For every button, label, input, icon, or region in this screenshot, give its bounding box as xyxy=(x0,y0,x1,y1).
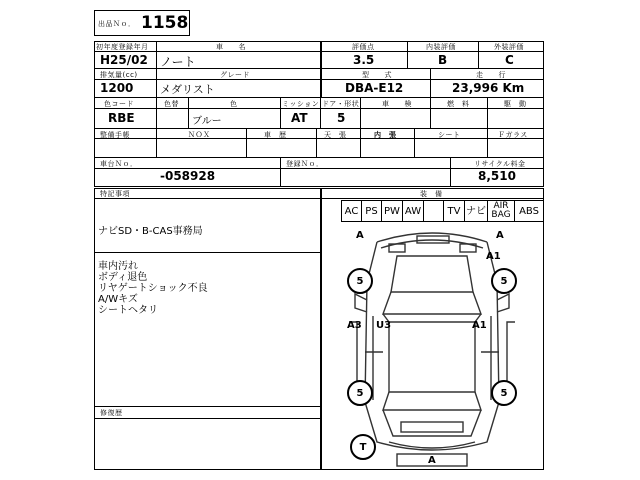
color-code-label: 色コード xyxy=(104,100,134,108)
damage-front-left: A xyxy=(356,230,364,241)
reg-date-value: H25/02 xyxy=(100,53,148,67)
interior-label: 内装評価 xyxy=(426,43,456,51)
notes-title: 特記事項 xyxy=(100,190,130,198)
cc-label: 排気量(cc) xyxy=(100,71,138,79)
car-name-value: ノート xyxy=(160,55,196,69)
grade-label: グレード xyxy=(220,71,250,79)
color-label: 色 xyxy=(230,100,238,108)
exterior-value: C xyxy=(505,53,514,67)
model-value: DBA-E12 xyxy=(345,81,404,95)
nox-label: ＮＯＸ xyxy=(188,131,211,139)
damage-rear: A xyxy=(428,455,436,466)
chassis-label: 車台Ｎｏ． xyxy=(100,160,138,168)
model-label: 型 式 xyxy=(362,71,392,79)
chassis-value: -058928 xyxy=(160,169,216,183)
equip-aw: AW xyxy=(402,200,424,222)
equip-blank xyxy=(423,200,444,222)
lot-number-box xyxy=(94,10,190,36)
damage-side-left: A3 xyxy=(347,320,362,331)
spare-tire: T xyxy=(350,434,376,460)
damage-front-right: A xyxy=(496,230,504,241)
car-diagram xyxy=(321,222,544,470)
wheel-rear-left: 5 xyxy=(347,380,373,406)
damage-side-right: A1 xyxy=(472,320,487,331)
reg-date-label: 初年度登録年月 xyxy=(96,43,149,51)
hue-change-label: 色替 xyxy=(164,100,179,108)
recycle-value: 8,510 xyxy=(478,169,516,183)
equip-navi: ナビ xyxy=(464,200,488,222)
drive-label: 駆 動 xyxy=(504,100,527,108)
wheel-rear-right: 5 xyxy=(491,380,517,406)
recycle-label: リサイクル料金 xyxy=(474,160,526,168)
car-outline xyxy=(349,233,515,466)
history-label: 車 歴 xyxy=(264,131,287,139)
damage-roof: U3 xyxy=(376,320,392,331)
note-item: リヤゲートショック不良 xyxy=(98,283,208,294)
door-label: ドア・形状 xyxy=(322,100,360,108)
door-value: 5 xyxy=(337,111,346,125)
note-item: 車内汚れ xyxy=(98,261,138,272)
wheel-front-right: 5 xyxy=(491,268,517,294)
car-name-label: 車 名 xyxy=(216,43,246,51)
equipment-title: 装 備 xyxy=(420,190,443,198)
mission-label: ミッション xyxy=(282,100,320,108)
exterior-label: 外装評価 xyxy=(494,43,524,51)
roof-lining-label: 天 張 xyxy=(324,131,347,139)
color-value: ブルー xyxy=(192,116,222,127)
damage-fender-right: A1 xyxy=(486,251,501,262)
equip-pw: PW xyxy=(381,200,403,222)
notes-line-1: ナビSD・B-CAS事務局 xyxy=(98,226,203,237)
lot-number-value: 1158 xyxy=(141,13,189,33)
note-item: ボディ退色 xyxy=(98,272,148,283)
note-item: シートヘタリ xyxy=(98,305,158,316)
wheel-front-left: 5 xyxy=(347,268,373,294)
mission-value: AT xyxy=(291,111,308,125)
inspection-label: 車 検 xyxy=(382,100,412,108)
equip-airbag: AIR BAG xyxy=(487,200,515,222)
equip-ps: PS xyxy=(361,200,382,222)
equip-abs: ABS xyxy=(514,200,544,222)
fuel-label: 燃 料 xyxy=(447,100,470,108)
mileage-label: 走 行 xyxy=(476,71,506,79)
grade-value: メダリスト xyxy=(160,83,215,96)
inner-lining-label: 内 張 xyxy=(374,131,397,139)
score-value: 3.5 xyxy=(353,53,375,67)
reg-number-label: 登録Ｎｏ． xyxy=(286,160,324,168)
note-item: A/Wキズ xyxy=(98,294,138,305)
score-label: 評価点 xyxy=(352,43,375,51)
glass-label: Ｆガラス xyxy=(498,131,528,139)
color-code-value: RBE xyxy=(108,111,135,125)
seat-label: シート xyxy=(438,131,461,139)
manual-label: 整備手帳 xyxy=(100,131,130,139)
equip-ac: AC xyxy=(341,200,362,222)
mileage-value: 23,996 Km xyxy=(452,81,525,95)
repair-title: 修復歴 xyxy=(100,409,123,417)
interior-value: B xyxy=(438,53,448,67)
lot-number-label: 出品Ｎｏ． xyxy=(98,20,136,28)
equip-tv: TV xyxy=(443,200,465,222)
cc-value: 1200 xyxy=(100,81,134,95)
